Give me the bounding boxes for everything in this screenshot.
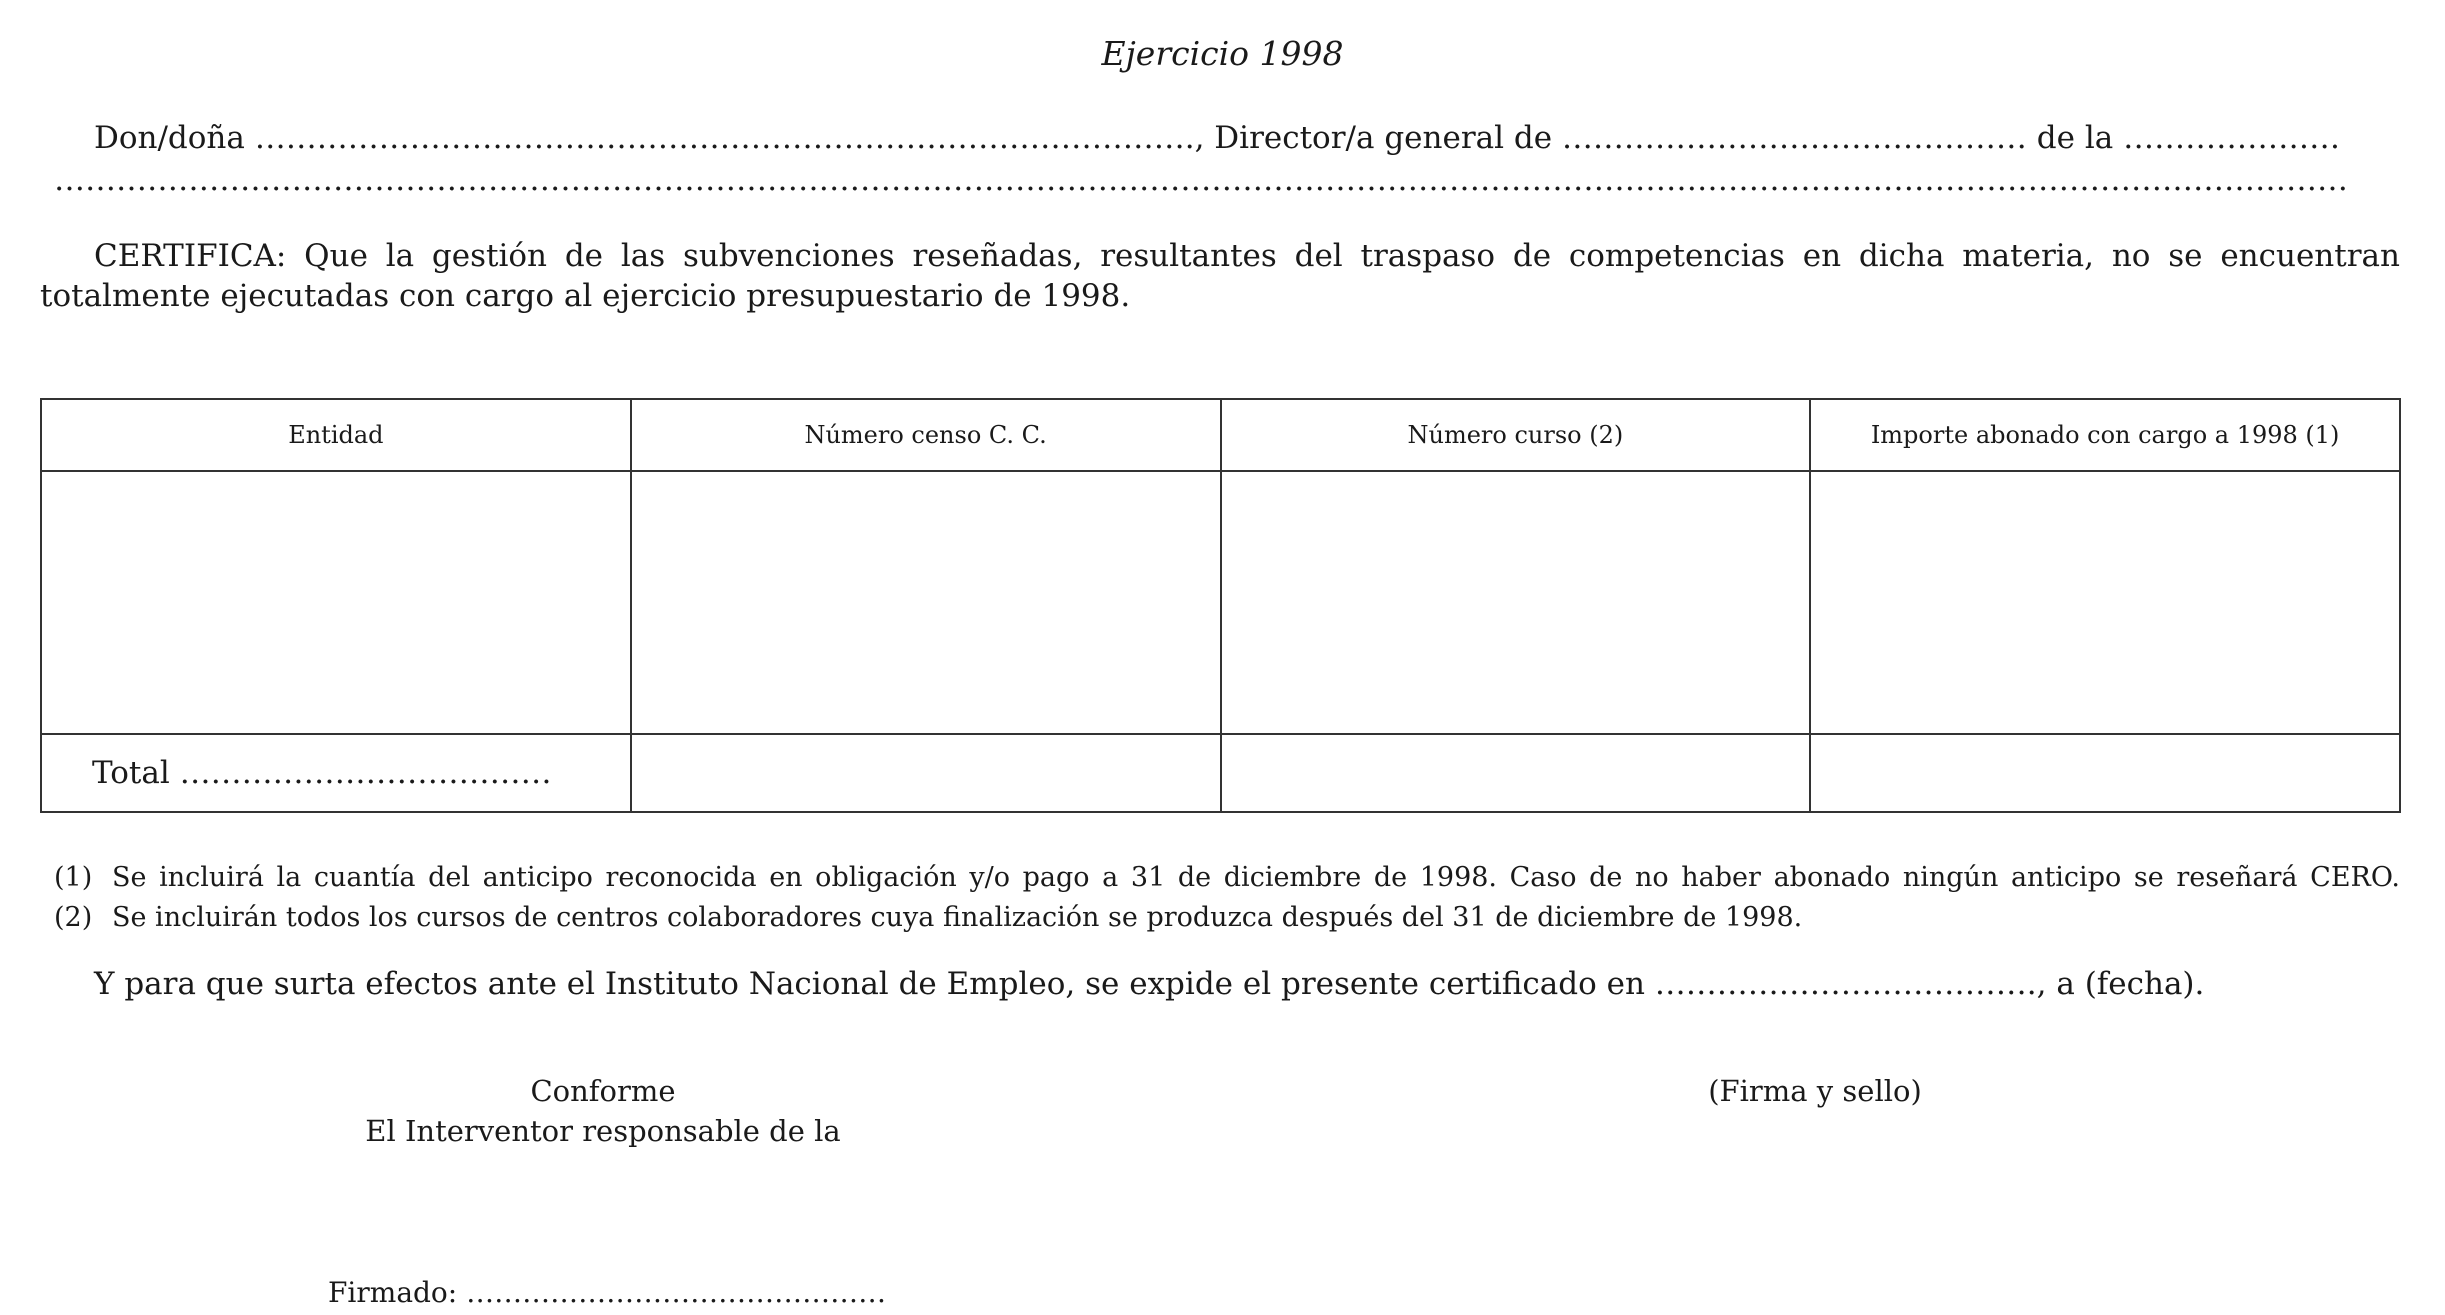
footnote-number: (1): [54, 862, 93, 893]
numero-curso-cell[interactable]: [1221, 471, 1811, 734]
table-row: [41, 471, 2400, 734]
footnote-text: Se incluirá la cuantía del anticipo reconocida en obligación y/o pago a 31 de diciembre de 1998. Caso de no haber abonado ningún anticipo se reseñará CERO.: [112, 862, 2400, 893]
total-label: Total ………………………………: [41, 734, 631, 812]
column-header-numero-censo: Número censo C. C.: [631, 399, 1221, 471]
total-row: [41, 734, 2400, 812]
firma-sello-label: (Firma y sello): [1708, 1074, 1922, 1108]
closing-statement: Y para que surta efectos ante el Instituto Nacional de Empleo, se expide el presente certificado en ………………………………., a (fecha).: [94, 966, 2205, 1002]
entidad-cell[interactable]: [41, 471, 631, 734]
column-header-importe: Importe abonado con cargo a 1998 (1): [1810, 399, 2400, 471]
declaration-line: Don/doña ………………………………………………………………………………., Director/a general de ……………………………………… de la …………………: [94, 120, 2341, 156]
numero-censo-cell[interactable]: [631, 471, 1221, 734]
footnote-2: [54, 898, 2400, 938]
document-title: Ejercicio 1998: [1101, 34, 1344, 73]
declaration-dotted-line: ……………………………………………………………………………………………………………………………………………………………………………………………………: [54, 162, 2348, 198]
table-header-row: [41, 399, 2400, 471]
subsidies-table: [40, 398, 2401, 813]
total-importe-cell[interactable]: [1810, 734, 2400, 812]
footnote-text: Se incluirán todos los cursos de centros colaboradores cuya finalización se produzca después del 31 de diciembre de 1998.: [112, 902, 1803, 933]
conforme-label: Conforme: [530, 1074, 676, 1108]
importe-cell[interactable]: [1810, 471, 2400, 734]
firmado-line: Firmado: ………………………………………: [328, 1276, 887, 1309]
footnote-number: (2): [54, 902, 93, 933]
column-header-entidad: Entidad: [41, 399, 631, 471]
column-header-numero-curso: Número curso (2): [1221, 399, 1811, 471]
interventor-label: El Interventor responsable de la: [365, 1114, 841, 1148]
certifica-paragraph: CERTIFICA: Que la gestión de las subvenciones reseñadas, resultantes del traspaso de competencias en dicha materia, no se encuentran totalmente ejecutadas con cargo al ejercicio presupuestario de 1998.: [40, 238, 2400, 314]
total-numero-curso-cell[interactable]: [1221, 734, 1811, 812]
footnote-1: [54, 858, 2400, 898]
total-numero-censo-cell[interactable]: [631, 734, 1221, 812]
